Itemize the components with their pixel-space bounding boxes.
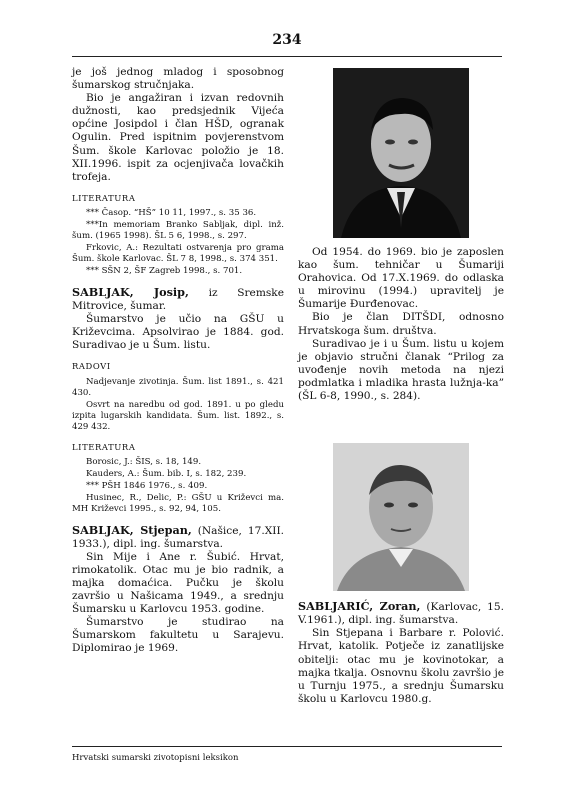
entry-name: SABLJARIĆ, Zoran, bbox=[298, 599, 421, 614]
entry-heading bbox=[72, 524, 284, 551]
reference-item: Borosic, J.: ŠIS, s. 18, 149. bbox=[86, 456, 202, 467]
left-column bbox=[72, 66, 284, 656]
entry-origin: (Našice, 17.XII. 1933.), dipl. ing. šumarstva. bbox=[72, 524, 284, 550]
literatura-heading: LITERATURA bbox=[72, 441, 136, 452]
entry-paragraph: Sin Stjepana i Barbare r. Polović. Hrvat, katolik. Potječe iz zanatlijske obitelji: otac mu je kovinotokar, a majka tkalja. Osnovnu školu završio je u Turnju 1975., a srednju Šumarsku školu u Karlovcu 1980.g. bbox=[298, 627, 504, 705]
reference-item: *** SŠN 2, ŠF Zagreb 1998., s. 701. bbox=[86, 265, 243, 276]
literatura-heading: LITERATURA bbox=[72, 192, 136, 203]
reference-item: *** Časop. “HŠ” 10 11, 1997., s. 35 36. bbox=[86, 207, 257, 218]
header-rule bbox=[72, 56, 502, 57]
entry-heading bbox=[298, 600, 504, 627]
entry-paragraph: Od 1954. do 1969. bio je zaposlen kao šum. tehničar u Šumariji Orahovica. Od 17.X.1969. do odlaska u mirovinu (1994.) upravitelj je Šumarije Đurđenovac. bbox=[298, 246, 504, 311]
reference-item: ***In memoriam Branko Sabljak, dipl. inž. šum. (1965 1998). ŠL 5 6, 1998., s. 297. bbox=[72, 219, 284, 241]
portrait-image bbox=[333, 443, 469, 591]
work-item: Osvrt na naredbu od god. 1891. u po gledu izpita lugarskih kandidata. Šum. list. 1892., s. 429 432. bbox=[72, 399, 284, 432]
radovi-heading: RADOVI bbox=[72, 361, 111, 372]
portrait-photo bbox=[333, 68, 469, 238]
entry-heading bbox=[72, 286, 284, 313]
work-item: Nadjevanje zivotinja. Šum. list 1891., s. 421 430. bbox=[72, 376, 284, 398]
entry-name: SABLJAK, Stjepan, bbox=[72, 522, 192, 537]
reference-item: Frkovic, A.: Rezultati ostvarenja pro grama Šum. škole Karlovac. ŠL 7 8, 1998., s. 374 351. bbox=[72, 242, 284, 264]
entry-paragraph: Šumarstvo je učio na GŠU u Križevcima. Apsolvirao je 1884. god. Suradivao je u Šum. listu. bbox=[72, 313, 284, 352]
reference-item: Husinec, R., Delic, P.: GŠU u Križevci ma. MH Križevci 1995., s. 92, 94, 105. bbox=[72, 492, 284, 514]
portrait-photo bbox=[333, 443, 469, 591]
entry-origin: iz Sremske Mitrovice, šumar. bbox=[72, 286, 284, 313]
right-column bbox=[298, 66, 504, 706]
entry-name: SABLJAK, Josip, bbox=[72, 284, 189, 299]
footer-text: Hrvatski sumarski zivotopisni leksikon bbox=[72, 753, 239, 763]
entry-origin: (Karlovac, 15. V.1961.), dipl. ing. šumarstva. bbox=[298, 601, 504, 627]
reference-item: Kauders, A.: Šum. bib. I, s. 182, 239. bbox=[86, 468, 247, 479]
page-number: 234 bbox=[272, 32, 302, 48]
intro-paragraph: je još jednog mladog i sposobnog šumarskog stručnjaka. bbox=[72, 66, 284, 92]
entry-paragraph: Šumarstvo je studirao na Šumarskom fakultetu u Sarajevu. Diplomirao je 1969. bbox=[72, 616, 284, 655]
entry-paragraph: Suradivao je i u Šum. listu u kojem je objavio stručni članak “Prilog za uvođenje novih metoda na njezi podmlatka i mladika hrasta lužnja-ka” (ŠL 6-8, 1990., s. 284). bbox=[298, 337, 504, 403]
footer-rule bbox=[72, 746, 502, 747]
portrait-image bbox=[333, 68, 469, 238]
entry-paragraph: Sin Mije i Ane r. Šubić. Hrvat, rimokatolik. Otac mu je bio radnik, a majka domaćica. Pučku je školu završio u Našicama 1949., a srednju Šumarsku u Karlovcu 1953. godine. bbox=[72, 550, 284, 616]
reference-item: *** PŠH 1846 1976., s. 409. bbox=[86, 480, 208, 491]
entry-paragraph: Bio je član DITŠDI, odnosno Hrvatskoga šum. društva. bbox=[298, 311, 504, 337]
intro-paragraph: Bio je angažiran i izvan redovnih dužnosti, kao predsjednik Vijeća općine Josipdol i član HŠD, ogranak Ogulin. Pred ispitnim povjerenstvom Šum. škole Karlovac položio je 18. XII.1996. ispit za ocjenjivača lovačkih trofeja. bbox=[72, 92, 284, 183]
